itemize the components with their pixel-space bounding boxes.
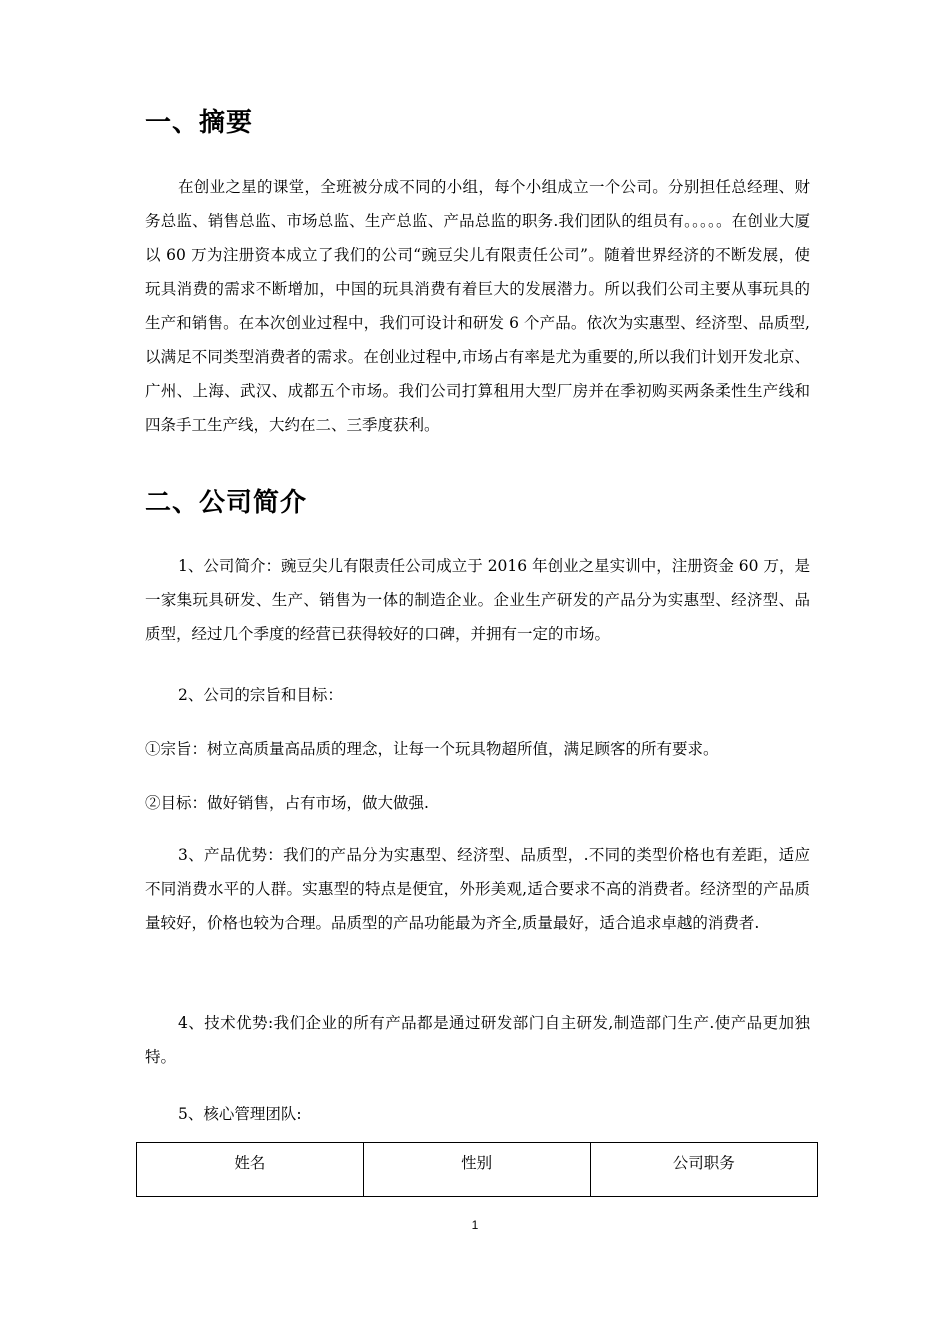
tech-advantage-paragraph: 4、技术优势:我们企业的所有产品都是通过研发部门自主研发,制造部门生产.使产品更加独特。: [145, 1014, 810, 1066]
goal-line: ②目标：做好销售，占有市场，做大做强.: [145, 794, 429, 812]
core-team-table: [136, 1142, 818, 1197]
table-header-row: [137, 1143, 818, 1197]
company-intro-paragraph: 1、公司简介：豌豆尖儿有限责任公司成立于 2016 年创业之星实训中，注册资金 60 万，是一家集玩具研发、生产、销售为一体的制造企业。企业生产研发的产品分为实惠型、经济型、品质型，经过几个季度的经营已获得较好的口碑，并拥有一定的市场。: [145, 557, 810, 643]
section-heading-company-intro: 二、公司简介: [145, 488, 308, 518]
purpose-line: ①宗旨：树立高质量高品质的理念，让每一个玩具物超所值，满足顾客的所有要求。: [145, 740, 719, 758]
core-team-title: 5、核心管理团队:: [178, 1105, 302, 1123]
product-advantage-paragraph: 3、产品优势：我们的产品分为实惠型、经济型、品质型，.不同的类型价格也有差距，适应不同消费水平的人群。实惠型的特点是便宜，外形美观,适合要求不高的消费者。经济型的产品质量较好，价格也较为合理。品质型的产品功能最为齐全,质量最好，适合追求卓越的消费者.: [145, 846, 810, 932]
table-header-position: 公司职务: [590, 1143, 817, 1197]
page-number: 1: [471, 1218, 479, 1232]
section-heading-abstract: 一、摘要: [145, 108, 254, 138]
table-header-gender: 性别: [363, 1143, 590, 1197]
table-header-name: 姓名: [137, 1143, 364, 1197]
abstract-paragraph: 在创业之星的课堂，全班被分成不同的小组，每个小组成立一个公司。分别担任总经理、财务总监、销售总监、市场总监、生产总监、产品总监的职务.我们团队的组员有。。。。。在创业大厦以 60 万为注册资本成立了我们的公司“豌豆尖儿有限责任公司”。随着世界经济的不断发展，使玩具消费的需求不断增加，中国的玩具消费有着巨大的发展潜力。所以我们公司主要从事玩具的生产和销售。在本次创业过程中，我们可设计和研发 6 个产品。依次为实惠型、经济型、品质型,以满足不同类型消费者的需求。在创业过程中,市场占有率是尤为重要的,所以我们计划开发北京、广州、上海、武汉、成都五个市场。我们公司打算租用大型厂房并在季初购买两条柔性生产线和四条手工生产线，大约在二、三季度获利。: [145, 178, 810, 434]
purpose-goal-title: 2、公司的宗旨和目标：: [178, 686, 343, 704]
